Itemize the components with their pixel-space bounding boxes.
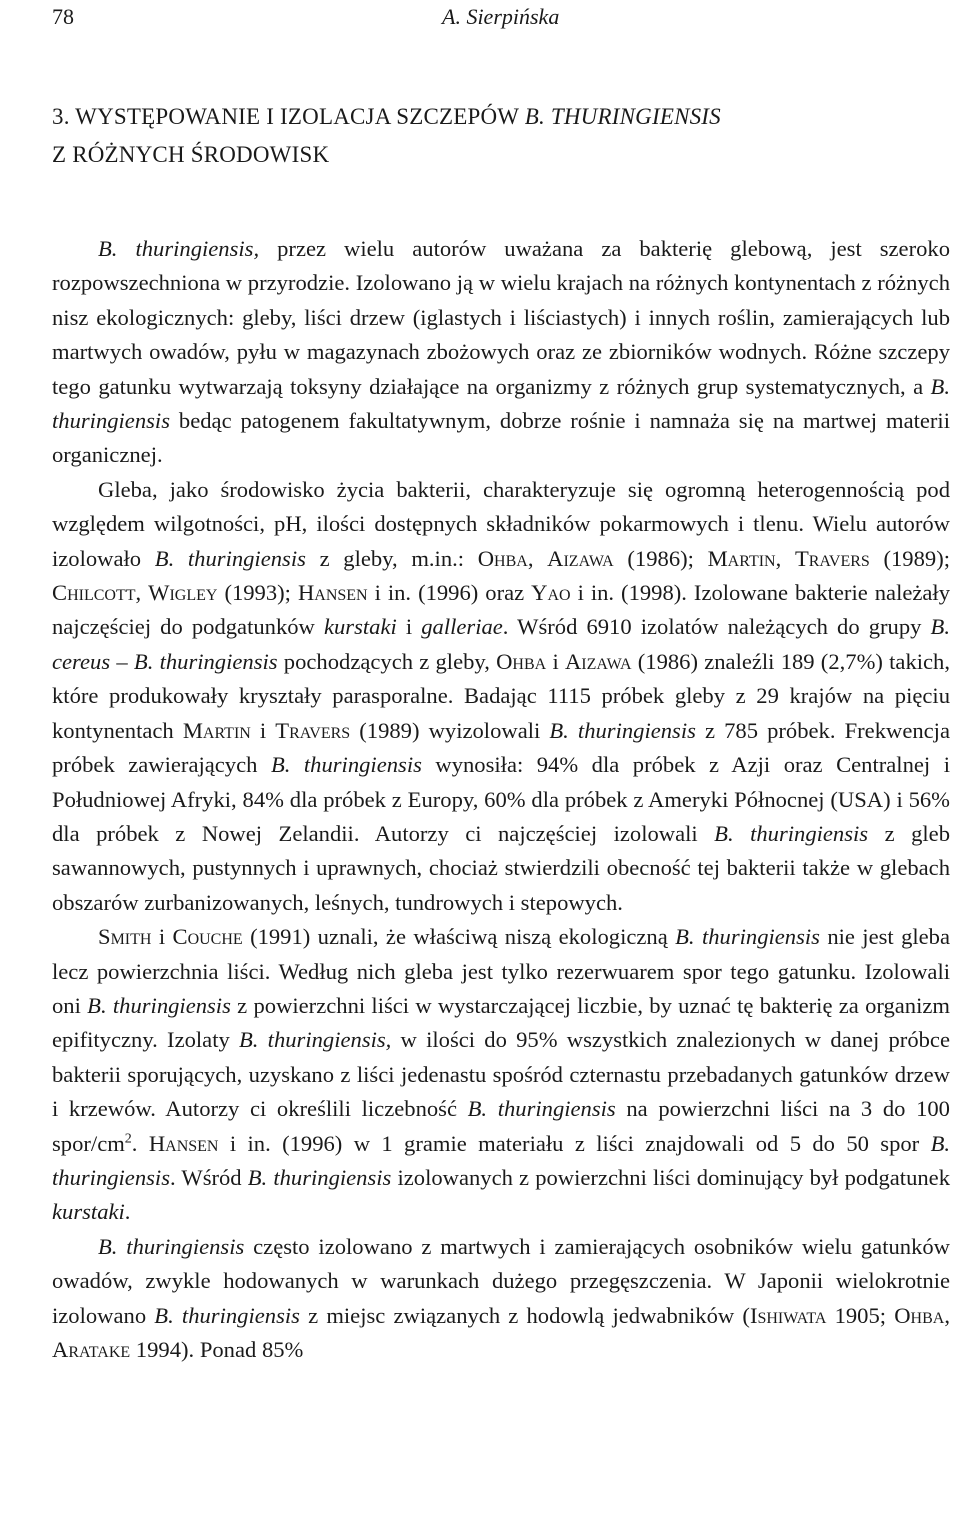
section-heading-line-1 [52, 98, 932, 136]
author-name: Hansen [297, 580, 368, 606]
body-text [52, 232, 950, 1367]
text-run: z 785 próbek. Frekwencja próbek zawierających [52, 717, 950, 778]
species-name: B. thuringiensis [467, 1096, 616, 1122]
author-name: Couche [172, 924, 243, 950]
species-name: kurstaki [323, 614, 397, 640]
text-run: i in. (1996) oraz [367, 580, 532, 606]
text-run: z miejsc związanych z hodowlą jedwabników ( [299, 1302, 750, 1328]
text-run: i [396, 614, 422, 640]
text-run: i [250, 717, 276, 743]
species-name: B. thuringiensis [549, 717, 696, 743]
section-heading-species: B. THURINGIENSIS [524, 104, 721, 129]
section-heading [52, 98, 932, 174]
text-run: (1993); [217, 580, 298, 606]
text-run: . Wśród [170, 1164, 248, 1190]
text-run: (1986) znaleźli 189 (2,7%) takich, które produkowały kryształy parasporalne. Badając 1115 próbek gleby z 29 krajów na pięciu kontynentach [52, 648, 950, 743]
author-name: Yao [531, 580, 571, 606]
text-run: wynosiła: 94% dla próbek z Azji oraz Centralnej i Południowej Afryki, 84% dla próbek z Europy, 60% dla próbek z Ameryki Północnej (USA) i 56% dla próbek z Nowej Zelandii. Autorzy ci najczęściej izolowali [52, 752, 950, 846]
text-run: na powierzchni liści na 3 do 100 spor/cm [52, 1096, 950, 1156]
section-heading-line-2: Z RÓŻNYCH ŚRODOWISK [52, 142, 330, 167]
species-name: B. thuringiensis [154, 545, 306, 571]
species-name: kurstaki [52, 1199, 125, 1225]
species-name: galleriae [421, 614, 503, 640]
species-name: B. thuringiensis [133, 648, 278, 674]
text-run: , [775, 545, 795, 571]
running-head: A. Sierpińska [442, 4, 560, 29]
text-run: , [135, 580, 149, 606]
species-name: B. thuringiensis [247, 1164, 392, 1190]
text-run: (1991) uznali, że właściwą niszą ekologiczną [242, 924, 676, 950]
text-run: i [546, 648, 565, 674]
author-name: Chilcott [52, 580, 136, 606]
text-run: . Wśród 6910 izolatów należących do grupy [502, 614, 931, 640]
author-name: Ohba [496, 648, 547, 674]
species-name: B. thuringiensis, [98, 236, 260, 261]
text-run: . [124, 1199, 131, 1225]
author-name: Wigley [148, 580, 218, 606]
text-run: 1905; [826, 1302, 895, 1328]
species-name: B. thuringiensis [270, 752, 422, 778]
text-run: bedąc patogenem fakultatywnym, dobrze rośnie i namnaża się na martwej materii organicznej. [52, 408, 950, 468]
species-name: B. thuringiensis [52, 1130, 951, 1190]
text-run: i in. (1998). Izolowane bakterie należały najczęściej do podgatunków [52, 580, 951, 640]
paragraph [52, 473, 950, 920]
author-name: Martin [182, 717, 251, 743]
text-run: przez wielu autorów uważana za bakterię glebową, jest szeroko rozpowszechniona w przyrodzie. Izolowano ją w wielu krajach na różnych kontynentach z różnych nisz ekologicznych: gleby, liści drzew (iglastych i liściastych) i innych roślin, zamierających lub martwych owadów, pyłu w magazynach zbożowych oraz ze zbiorników wodnych. Różne szczepy tego gatunku wytwarzają toksyny działające na organizmy z różnych grup systematycznych, a [52, 236, 950, 399]
text-run: (1989); [869, 545, 950, 571]
text-run: nie jest gleba lecz powierzchnia liści. Według nich gleba jest tylko rezerwuarem spor tego gatunku. Izolowali oni [52, 924, 950, 1018]
author-name: Martin [707, 545, 776, 571]
paragraph [52, 920, 950, 1230]
paragraph [52, 1230, 950, 1368]
text-run: , [527, 545, 548, 571]
text-run: (1989) wyizolowali [350, 717, 550, 743]
text-run: – [110, 648, 134, 674]
paragraph [52, 232, 950, 473]
species-name: B. thuringiensis [52, 373, 950, 434]
text-run: z gleby, m.in.: [305, 545, 478, 571]
superscript: 2 [124, 1131, 132, 1147]
text-run: , [944, 1302, 950, 1328]
section-heading-prefix: 3. WYSTĘPOWANIE I IZOLACJA SZCZEPÓW [52, 104, 525, 129]
species-name: B. thuringiensis, [239, 1027, 392, 1053]
author-name: Ohba [894, 1302, 945, 1328]
author-name: Travers [275, 717, 351, 743]
species-name: B. thuringiensis [714, 820, 869, 846]
author-name: Ohba [477, 545, 528, 571]
page-header [52, 4, 950, 34]
author-name: Aizawa [547, 545, 614, 571]
species-name: B. thuringiensis [87, 992, 231, 1018]
text-run: pochodzących z gleby, [277, 648, 497, 674]
author-name: Ishiwata [749, 1302, 827, 1328]
author-name: Aratake [52, 1337, 131, 1362]
text-run: i [151, 924, 173, 950]
author-name: Smith [98, 924, 152, 950]
text-run: często izolowano z martwych i zamierających osobników wielu gatunków owadów, zwykle hodowanych w warunkach dużego przegęszczenia. W Japonii wielokrotnie izolowano [52, 1233, 950, 1328]
author-name: Travers [794, 545, 870, 571]
text-run: i in. (1996) w 1 gramie materiału z liści znajdowali od 5 do 50 spor [218, 1130, 931, 1156]
text-run: 1994). Ponad 85% [130, 1337, 304, 1362]
author-name: Aizawa [564, 648, 632, 674]
species-name: B. thuringiensis [98, 1233, 245, 1259]
text-run: . [131, 1130, 149, 1156]
species-name: B. thuringiensis [675, 924, 820, 950]
text-run: z gleb sawannowych, pustynnych i uprawnych, chociaż stwierdzili obecność tej bakterii także w glebach obszarów zurbanizowanych, leśnych, tundrowych i stepowych. [52, 820, 950, 915]
page-number: 78 [52, 4, 74, 29]
author-name: Hansen [148, 1130, 219, 1156]
text-run: w ilości do 95% wszystkich znalezionych w danej próbce bakterii sporujących, uzyskano z liści jedenastu spośród czternastu przebadanych gatunków drzew i krzewów. Autorzy ci określili liczebność [52, 1027, 950, 1122]
species-name: B. thuringiensis [154, 1302, 300, 1328]
species-name: B. cereus [52, 614, 950, 674]
text-run: Gleba, jako środowisko życia bakterii, charakteryzuje się ogromną heterogennością pod względem wilgotności, pH, ilości dostępnych składników pokarmowych i tlenu. Wielu autorów izolowało [52, 476, 950, 571]
text-run: izolowanych z powierzchni liści dominujący był podgatunek [391, 1164, 951, 1190]
text-run: (1986); [613, 545, 708, 571]
text-run: z powierzchni liści w wystarczającej liczbie, by uznać tę bakterię za organizm epifityczny. Izolaty [52, 992, 950, 1053]
